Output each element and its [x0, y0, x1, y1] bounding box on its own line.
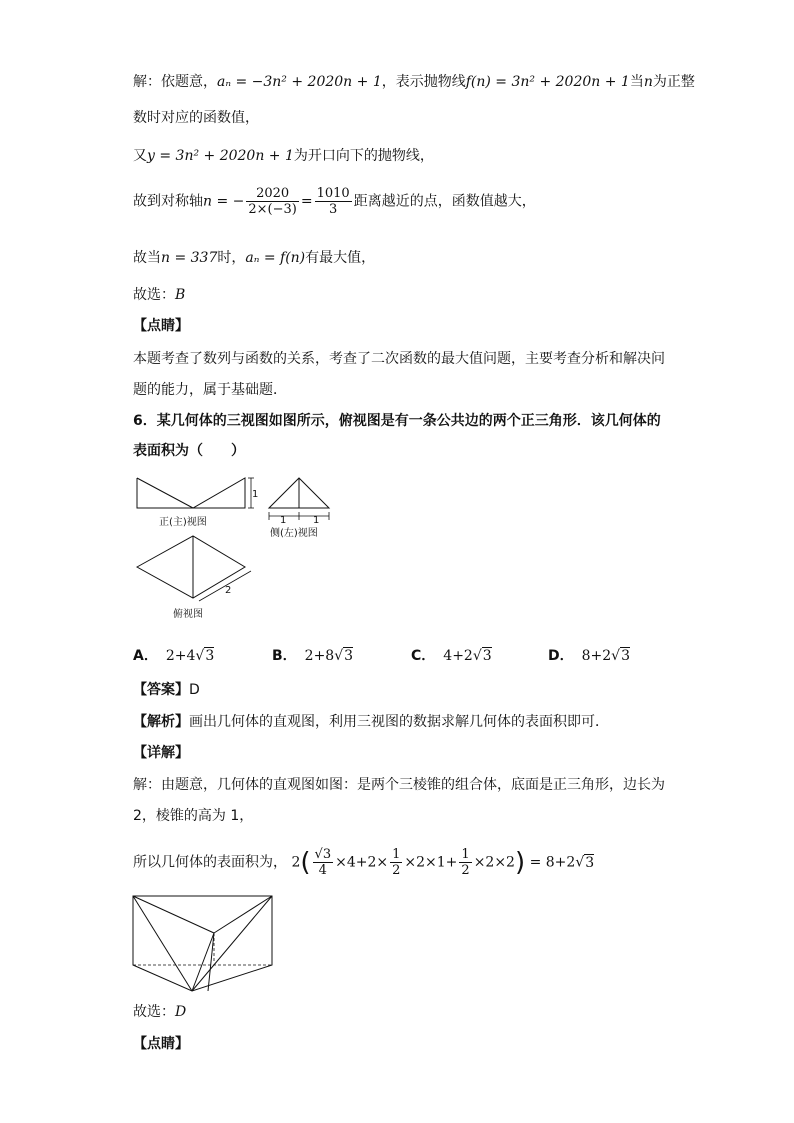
text: 故选： — [133, 287, 175, 303]
solution-line-2: 数时对应的函数值， — [133, 110, 259, 126]
top-view-label: 俯视图 — [173, 609, 203, 620]
numerator: 1010 — [316, 186, 350, 201]
solid-figure — [130, 893, 280, 993]
denominator: 2 — [461, 863, 470, 878]
denominator: 3 — [329, 202, 338, 217]
option-value: 2+8 — [304, 648, 335, 664]
solution-line-4 — [133, 186, 536, 217]
answer-tag: 【答案】 — [133, 682, 189, 698]
top-view — [137, 536, 251, 620]
option-value: 8+2 — [581, 648, 612, 664]
option-label: C． — [411, 648, 436, 664]
text: 距离越近的点，函数值越大， — [353, 193, 536, 210]
option-a[interactable]: A． 2+4√3 — [133, 648, 215, 664]
dim-height: 1 — [252, 489, 259, 500]
fraction — [459, 847, 471, 878]
solution-line-6 — [133, 285, 185, 305]
text: 时， — [217, 250, 246, 266]
root-value: 3 — [585, 854, 595, 871]
text: 为开口向下的抛物线， — [293, 148, 434, 164]
denominator: 4 — [318, 863, 327, 878]
numerator: √3 — [314, 847, 332, 862]
denominator: 2 — [392, 863, 401, 878]
comment-title-2: 【点睛】 — [133, 1036, 189, 1052]
comment-title: 【点睛】 — [133, 318, 189, 334]
answer-line — [133, 680, 200, 700]
parabola-formula: y = 3n² + 2020n + 1 — [147, 148, 294, 164]
formula-lead: 2 — [291, 854, 301, 871]
option-c[interactable]: C． 4+2√3 — [411, 648, 492, 664]
text: 解：依题意， — [133, 74, 217, 90]
paren-open: ( — [300, 847, 311, 878]
root-value: 3 — [621, 648, 631, 664]
solution-line-3 — [133, 146, 434, 166]
detail-tag: 【详解】 — [133, 745, 189, 761]
comment-line-1: 本题考查了数列与函数的关系，考查了二次函数的最大值问题，主要考查分析和解决问 — [133, 351, 665, 367]
text: 有最大值， — [305, 250, 376, 266]
root-value: 3 — [482, 648, 492, 664]
fraction — [315, 186, 352, 217]
option-label: A． — [133, 648, 158, 664]
term: ×2×2 — [473, 854, 515, 871]
formula-result: = 8+2 — [529, 854, 576, 871]
answer-value: D — [189, 682, 200, 698]
solution-line-1 — [133, 72, 695, 92]
option-value: 4+2 — [443, 648, 473, 664]
option-d[interactable]: D． 8+2√3 — [548, 648, 631, 664]
front-view-label: 正(主)视图 — [159, 517, 207, 528]
variable: n — [643, 74, 653, 90]
option-label: D． — [548, 648, 574, 664]
text: 故到对称轴 — [133, 193, 203, 210]
fraction — [246, 186, 298, 217]
text: 又 — [133, 148, 147, 164]
text: 所以几何体的表面积为， — [133, 854, 287, 871]
text: ，表示抛物线 — [381, 74, 466, 90]
detail-line-2: 2，棱锥的高为 1， — [133, 808, 254, 824]
text: 当 — [629, 74, 644, 90]
side-view-label: 侧(左)视图 — [270, 528, 318, 539]
detail-line-3: 所以几何体的表面积为， 2( $\frac{√3}{4}$ ×4+2× $\frac{1}{2}$ ×2×1+ $\frac{1}{2}$ ×2×2) = 8+2√3 — [133, 847, 595, 878]
three-views-figure — [133, 470, 353, 630]
root-value: 3 — [205, 648, 215, 664]
term: ×4+2× — [335, 854, 389, 871]
question-6-line-1: 6．某几何体的三视图如图所示，俯视图是有一条公共边的两个正三角形．该几何体的 — [133, 413, 661, 429]
formula: n = 337 — [161, 250, 218, 266]
paren-close: ) — [514, 847, 526, 878]
front-view — [137, 478, 258, 528]
analysis-line — [133, 712, 609, 732]
term: ×2×1+ — [404, 854, 458, 871]
analysis-text: 画出几何体的直观图，利用三视图的数据求解几何体的表面积即可． — [189, 714, 609, 730]
analysis-tag: 【解析】 — [133, 714, 189, 730]
question-6-line-2: 表面积为（ ） — [133, 443, 245, 459]
numerator: 1 — [392, 847, 401, 862]
dim-edge: 2 — [225, 585, 232, 596]
fraction — [390, 847, 402, 878]
fraction — [313, 847, 334, 878]
dim-side-right: 1 — [313, 515, 320, 526]
side-view — [269, 478, 329, 539]
equals: = — [300, 193, 313, 210]
function-formula: f(n) = 3n² + 2020n + 1 — [465, 74, 630, 90]
denominator: 2×(−3) — [248, 202, 297, 217]
formula: aₙ = f(n) — [245, 250, 306, 266]
dim-side-left: 1 — [280, 515, 287, 526]
answer-letter: B — [175, 287, 186, 303]
option-label: B． — [272, 648, 297, 664]
numerator: 1 — [461, 847, 470, 862]
option-b[interactable]: B． 2+8√3 — [272, 648, 354, 664]
numerator: 2020 — [246, 186, 298, 202]
detail-line-1: 解：由题意，几何体的直观图如图：是两个三棱锥的组合体，底面是正三角形，边长为 — [133, 777, 665, 793]
option-value: 2+4 — [165, 648, 196, 664]
final-choice — [133, 1002, 186, 1022]
text: 故当 — [133, 250, 161, 266]
text: 为正整 — [652, 74, 695, 90]
answer-letter: D — [175, 1004, 187, 1020]
axis-formula: n = − — [203, 193, 245, 210]
sequence-formula: aₙ = −3n² + 2020n + 1 — [217, 74, 382, 90]
solution-line-5 — [133, 248, 375, 268]
root-value: 3 — [344, 648, 354, 664]
comment-line-2: 题的能力，属于基础题． — [133, 382, 287, 398]
text: 故选： — [133, 1004, 175, 1020]
